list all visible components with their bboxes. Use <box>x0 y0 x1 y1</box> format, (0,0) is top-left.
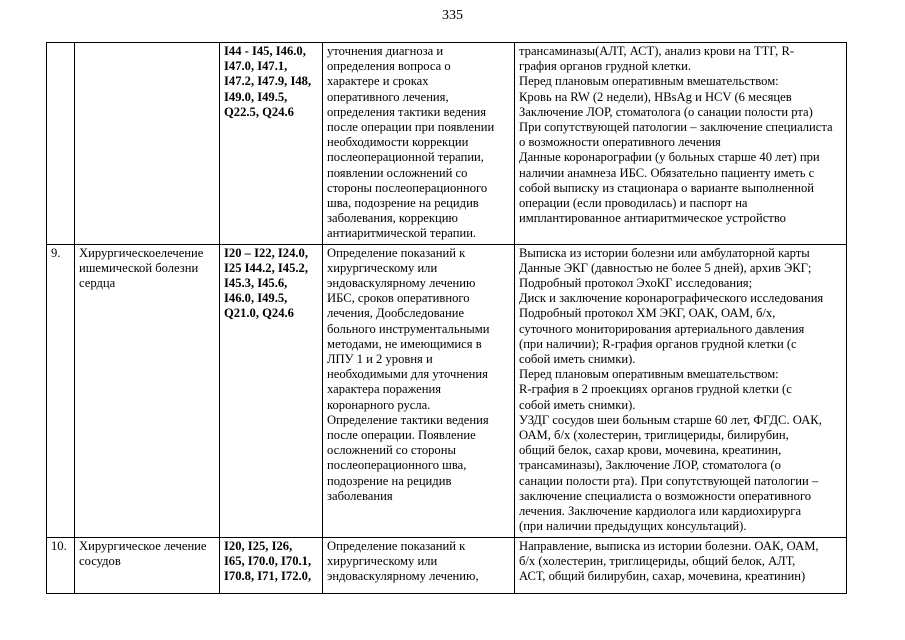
text-line: Определение показаний к <box>327 538 466 553</box>
text-line: подозрение на рецидив <box>327 473 452 488</box>
text-line: наличии анамнеза ИБС. Обязательно пациенту иметь с <box>519 165 815 180</box>
text-line: больного инструментальными <box>327 321 490 336</box>
text-line: оперативного лечения, <box>327 89 449 104</box>
text-line: о возможности оперативного лечения <box>519 135 721 150</box>
text-line: Направление, выписка из истории болезни. ОАК, ОАМ, <box>519 538 819 553</box>
text-line: методами, не имеющимися в <box>327 336 482 351</box>
text-line: имплантированное антиаритмическое устройство <box>519 211 786 226</box>
text-line: собой иметь снимки). <box>519 397 636 412</box>
text-line: антиаритмической терапии. <box>327 226 477 241</box>
text-line: коронарного русла. <box>327 397 431 412</box>
text-line: заключение специалиста о возможности оперативного <box>519 488 812 503</box>
table-row <box>47 537 847 593</box>
row-number-cell <box>47 43 75 245</box>
text-line: Q21.0, Q24.6 <box>224 306 294 321</box>
text-line: трансаминазы(АЛТ, АСТ), анализ крови на ТТГ, R- <box>519 44 795 58</box>
text-line: ОАМ, б/х (холестерин, триглицериды, билирубин, <box>519 428 789 443</box>
icd-codes-cell <box>220 244 323 537</box>
text-line: хирургическому или <box>327 260 438 275</box>
text-line: сердца <box>79 276 116 291</box>
text-line: Хирургическое лечение <box>79 538 207 553</box>
text-line: уточнения диагноза и <box>327 44 444 58</box>
text-line: ЛПУ 1 и 2 уровня и <box>327 352 433 367</box>
page-number: 335 <box>442 8 463 23</box>
text-line: I49.0, I49.5, <box>224 89 288 104</box>
text-line: б/х (холестерин, триглицериды, общий белок, АЛТ, <box>519 553 796 568</box>
text-line: трансаминазы), Заключение ЛОР, стоматолога (о <box>519 458 781 473</box>
procedure-name-cell <box>75 43 220 245</box>
text-line: необходимыми для уточнения <box>327 367 488 382</box>
purpose-cell <box>323 537 515 593</box>
text-line: Данные ЭКГ (давностью не более 5 дней), архив ЭКГ; <box>519 260 812 275</box>
text-line: появлении осложнений со <box>327 165 468 180</box>
text-line: При сопутствующей патологии – заключение специалиста <box>519 120 833 135</box>
text-line: после операции. Появление <box>327 428 476 443</box>
text-line: (при наличии); R-графия органов грудной клетки (с <box>519 336 797 351</box>
text-line: определения тактики ведения <box>327 104 487 119</box>
table-row <box>47 43 847 245</box>
text-line: графия органов грудной клетки. <box>519 59 692 74</box>
text-line: определения вопроса о <box>327 59 451 74</box>
text-line: АСТ, общий билирубин, сахар, мочевина, креатинин) <box>519 568 806 583</box>
text-line: Подробный протокол ХМ ЭКГ, ОАК, ОАМ, б/х, <box>519 306 776 321</box>
text-line: заболевания, коррекцию <box>327 211 458 226</box>
text-line: заболевания <box>327 488 393 503</box>
table-row <box>47 244 847 537</box>
text-line: характере и сроках <box>327 74 429 89</box>
row-number-cell <box>47 537 75 593</box>
procedure-name-cell <box>75 537 220 593</box>
text-line: Перед плановым оперативным вмешательством: <box>519 74 779 89</box>
text-line: ишемической болезни <box>79 260 199 275</box>
text-line: послеоперационного шва, <box>327 458 467 473</box>
text-line: Q22.5, Q24.6 <box>224 104 294 119</box>
text-line: I46.0, I49.5, <box>224 291 288 306</box>
text-line: лечения. Заключение кардиолога или кардиохирурга <box>519 504 802 519</box>
text-line: I65, I70.0, I70.1, <box>224 553 312 568</box>
text-line: собой иметь снимки). <box>519 352 636 367</box>
icd-codes-cell <box>220 537 323 593</box>
text-line: R-графия в 2 проекциях органов грудной клетки (с <box>519 382 792 397</box>
text-line: Хирургическоелечение <box>79 245 204 260</box>
text-line: лечения, Дообследование <box>327 306 465 321</box>
text-line: необходимости коррекции <box>327 135 469 150</box>
text-line: осложнений со стороны <box>327 443 456 458</box>
required-documents-cell <box>515 43 847 245</box>
text-line: Диск и заключение коронарографического исследования <box>519 291 824 306</box>
text-line: послеоперационной терапии, <box>327 150 484 165</box>
text-line: (при наличии предыдущих консультаций). <box>519 519 747 534</box>
text-line: I25 I44.2, I45.2, <box>224 260 308 275</box>
text-line: Выписка из истории болезни или амбулаторной карты <box>519 245 810 260</box>
row-number-cell <box>47 244 75 537</box>
text-line: суточного мониторирования артериального давления <box>519 321 805 336</box>
text-line: общий белок, сахар крови, мочевина, креатинин, <box>519 443 782 458</box>
text-line: хирургическому или <box>327 553 438 568</box>
text-line: эндоваскулярному лечению <box>327 276 476 291</box>
text-line: сосудов <box>79 553 121 568</box>
row-number: 10. <box>51 538 67 553</box>
text-line: ИБС, сроков оперативного <box>327 291 470 306</box>
procedures-table <box>46 42 847 594</box>
text-line: после операции при появлении <box>327 120 495 135</box>
text-line: УЗДГ сосудов шеи больным старше 60 лет, ФГДС. ОАК, <box>519 412 822 427</box>
purpose-cell <box>323 43 515 245</box>
row-number: 9. <box>51 245 61 260</box>
purpose-cell <box>323 244 515 537</box>
text-line: Кровь на RW (2 недели), HBsAg и HCV (6 месяцев <box>519 89 792 104</box>
text-line: I47.0, I47.1, <box>224 59 288 74</box>
text-line: операции (если проводилась) и паспорт на <box>519 196 748 211</box>
text-line: I44 - I45, I46.0, <box>224 44 306 58</box>
text-line: I20, I25, I26, <box>224 538 293 553</box>
text-line: I70.8, I71, I72.0, <box>224 568 312 583</box>
text-line: собой выписку из стационара о варианте выполненной <box>519 180 815 195</box>
icd-codes-cell <box>220 43 323 245</box>
text-line: характера поражения <box>327 382 442 397</box>
text-line: I47.2, I47.9, I48, <box>224 74 312 89</box>
text-line: Заключение ЛОР, стоматолога (о санации полости рта) <box>519 104 813 119</box>
text-line: I45.3, I45.6, <box>224 276 288 291</box>
text-line: Подробный протокол ЭхоКГ исследования; <box>519 276 753 291</box>
procedure-name-cell <box>75 244 220 537</box>
required-documents-cell <box>515 244 847 537</box>
required-documents-cell <box>515 537 847 593</box>
text-line: Перед плановым оперативным вмешательством: <box>519 367 779 382</box>
text-line: Определение тактики ведения <box>327 412 489 427</box>
text-line: шва, подозрение на рецидив <box>327 196 479 211</box>
text-line: санации полости рта). При сопутствующей патологии – <box>519 473 819 488</box>
text-line: эндоваскулярному лечению, <box>327 568 479 583</box>
text-line: I20 – I22, I24.0, <box>224 245 308 260</box>
text-line: Данные коронарографии (у больных старше 40 лет) при <box>519 150 820 165</box>
text-line: стороны послеоперационного <box>327 180 488 195</box>
text-line: Определение показаний к <box>327 245 466 260</box>
